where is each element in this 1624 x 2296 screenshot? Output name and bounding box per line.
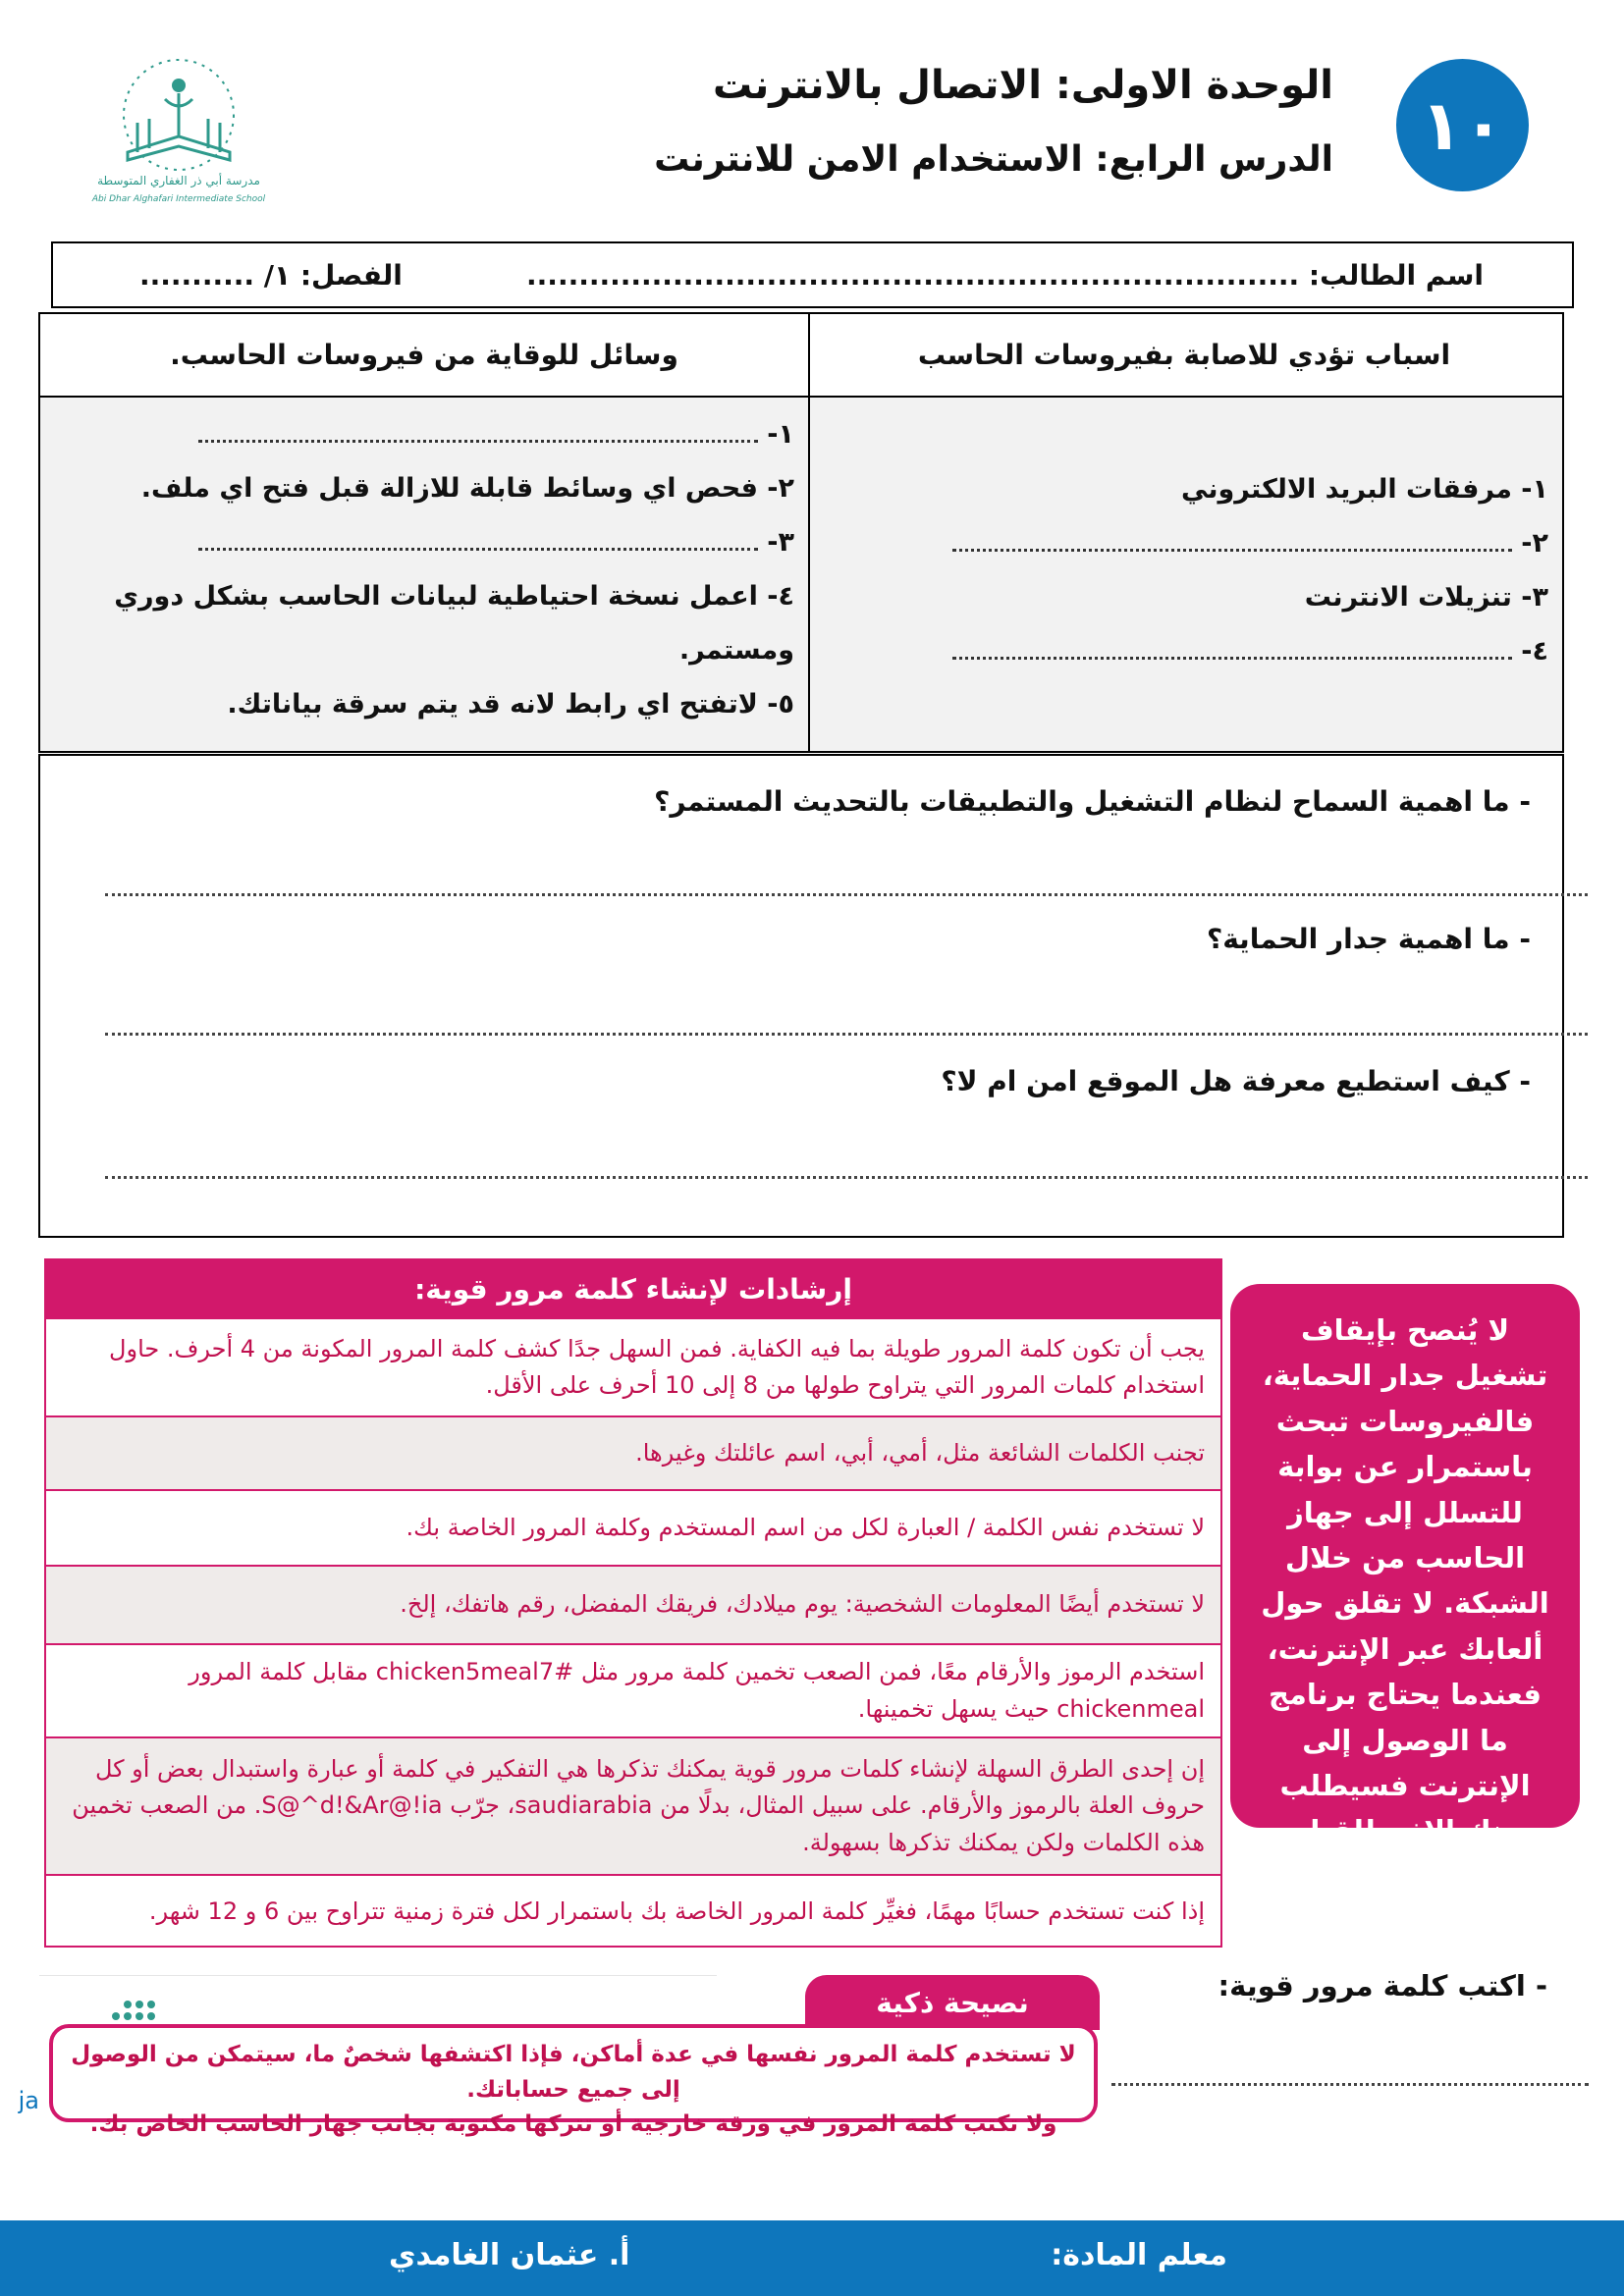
prevention-blank[interactable]: ٣- xyxy=(198,527,794,558)
unit-title: الوحدة الاولى: الاتصال بالانترنت xyxy=(712,63,1333,108)
prevention-blank[interactable]: ١- xyxy=(198,419,794,450)
cause-item: ١- مرفقات البريد الالكتروني xyxy=(1181,474,1548,505)
smart-tip-box xyxy=(49,2024,1098,2138)
smart-tip-line-2: ولا تكتب كلمة المرور في ورقة خارجية أو تتركها مكتوبة بجانب جهاز الحاسب الخاص بك. xyxy=(89,2111,1057,2138)
lesson-title: الدرس الرابع: الاستخدام الامن للانترنت xyxy=(654,139,1333,180)
school-logo xyxy=(91,54,266,211)
prevention-item: ٥- لاتفتح اي رابط لانه قد يتم سرقة بياناتك. xyxy=(227,689,794,720)
answer-line-1[interactable] xyxy=(105,893,1588,896)
prevention-column xyxy=(40,398,808,751)
teacher-label: معلم المادة: xyxy=(1051,2238,1227,2272)
question-2: - ما اهمية جدار الحماية؟ xyxy=(1206,923,1531,955)
class-field[interactable]: الفصل: ١/ ........... xyxy=(139,258,403,292)
student-name-field[interactable]: اسم الطالب: .......................................................................... xyxy=(526,258,1484,292)
cause-blank[interactable]: ٢- xyxy=(952,528,1548,559)
prevention-item-cont: ومستمر. xyxy=(678,635,794,666)
teacher-name: أ. عثمان الغامدي xyxy=(389,2238,630,2272)
tip-row: لا تستخدم نفس الكلمة / العبارة لكل من اسم المستخدم وكلمة المرور الخاصة بك. xyxy=(46,1489,1220,1565)
answer-line-3[interactable] xyxy=(105,1176,1588,1179)
causes-column xyxy=(806,398,1562,751)
unit-number: ١٠ xyxy=(1420,84,1505,166)
tip-row: تجنب الكلمات الشائعة مثل، أمي، أبي، اسم عائلتك وغيرها. xyxy=(46,1415,1220,1489)
prevention-item: ٢- فحص اي وسائط قابلة للازالة قبل فتح اي ملف. xyxy=(140,473,794,504)
virus-table xyxy=(38,312,1564,753)
column-divider xyxy=(808,314,810,751)
password-tips-table xyxy=(44,1258,1222,1948)
divider xyxy=(39,1975,717,1976)
causes-header: اسباب تؤدي للاصابة بفيروسات الحاسب xyxy=(806,314,1562,398)
school-name-ar: مدرسة أبي ذر الغفاري المتوسطة xyxy=(97,174,260,187)
tips-title: إرشادات لإنشاء كلمة مرور قوية: xyxy=(46,1260,1220,1317)
cause-blank[interactable]: ٤- xyxy=(952,636,1548,667)
prevention-header: وسائل للوقاية من فيروسات الحاسب. xyxy=(40,314,808,398)
answer-line-2[interactable] xyxy=(105,1033,1588,1036)
write-password-prompt: - اكتب كلمة مرور قوية: xyxy=(1218,1969,1547,2002)
tip-row: يجب أن تكون كلمة المرور طويلة بما فيه الكفاية. فمن السهل جدًا كشف كلمة المرور المكونة من 4 أحرف. حاول استخدام كلمات المرور التي يتراوح طولها من 8 إلى 10 أحرف على الأقل. xyxy=(46,1317,1220,1415)
student-info-box xyxy=(51,241,1574,308)
prevention-item: ٤- اعمل نسخة احتياطية لبيانات الحاسب بشكل دوري xyxy=(114,581,794,612)
smart-tip-line-1: لا تستخدم كلمة المرور نفسها في عدة أماكن، فإذا اكتشفها شخصٌ ما، سيتمكن من الوصول إلى جميع حساباتك. xyxy=(71,2042,1076,2103)
question-1: - ما اهمية السماح لنظام التشغيل والتطبيقات بالتحديث المستمر؟ xyxy=(654,785,1531,818)
smart-tip-title: نصيحة ذكية xyxy=(805,1975,1100,2030)
svg-text:ja: ja xyxy=(18,2087,39,2114)
unit-number-badge xyxy=(1396,59,1529,191)
cause-item: ٣- تنزيلات الانترنت xyxy=(1304,582,1548,613)
password-answer-line[interactable] xyxy=(1111,2083,1589,2086)
tip-row: لا تستخدم أيضًا المعلومات الشخصية: يوم ميلادك، فريقك المفضل، رقم هاتفك، إلخ. xyxy=(46,1565,1220,1643)
footer xyxy=(0,2220,1624,2296)
questions-box xyxy=(38,754,1564,1238)
school-name-en: Abi Dhar Alghafari Intermediate School xyxy=(91,194,266,204)
tip-row: استخدم الرموز والأرقام معًا، فمن الصعب تخمين كلمة مرور مثل chicken5meal7# مقابل كلمة المرور chickenmeal حيث يسهل تخمينها. xyxy=(46,1643,1220,1736)
firewall-note: لا يُنصح بإيقاف تشغيل جدار الحماية، فالفيروسات تبحث باستمرار عن بوابة للتسلل إلى جهاز الحاسب من خلال الشبكة. لا تقلق حول ألعابك عبر الإنترنت، فعندما يحتاج برنامج ما الوصول إلى الإنترنت فسيطلب منك الإذن للقيام بذلك، وسيمنحه إياه جدار الحماية. xyxy=(1230,1284,1580,1828)
tip-row: إذا كنت تستخدم حسابًا مهمًا، فغيِّر كلمة المرور الخاصة بك باستمرار لكل فترة زمنية تتراوح بين 6 و 12 شهر. xyxy=(46,1874,1220,1948)
question-3: - كيف استطيع معرفة هل الموقع امن ام لا؟ xyxy=(941,1065,1531,1097)
tip-row: إن إحدى الطرق السهلة لإنشاء كلمات مرور قوية يمكنك تذكرها هي التفكير في كلمة أو عبارة واستبدال بعض أو كل حروف العلة بالرموز والأرقام. على سبيل المثال، بدلًا من saudiarabia، جرّب S@^d!&Ar@!ia. من الصعب تخمين هذه الكلمات ولكن يمكنك تذكرها بسهولة. xyxy=(46,1736,1220,1874)
